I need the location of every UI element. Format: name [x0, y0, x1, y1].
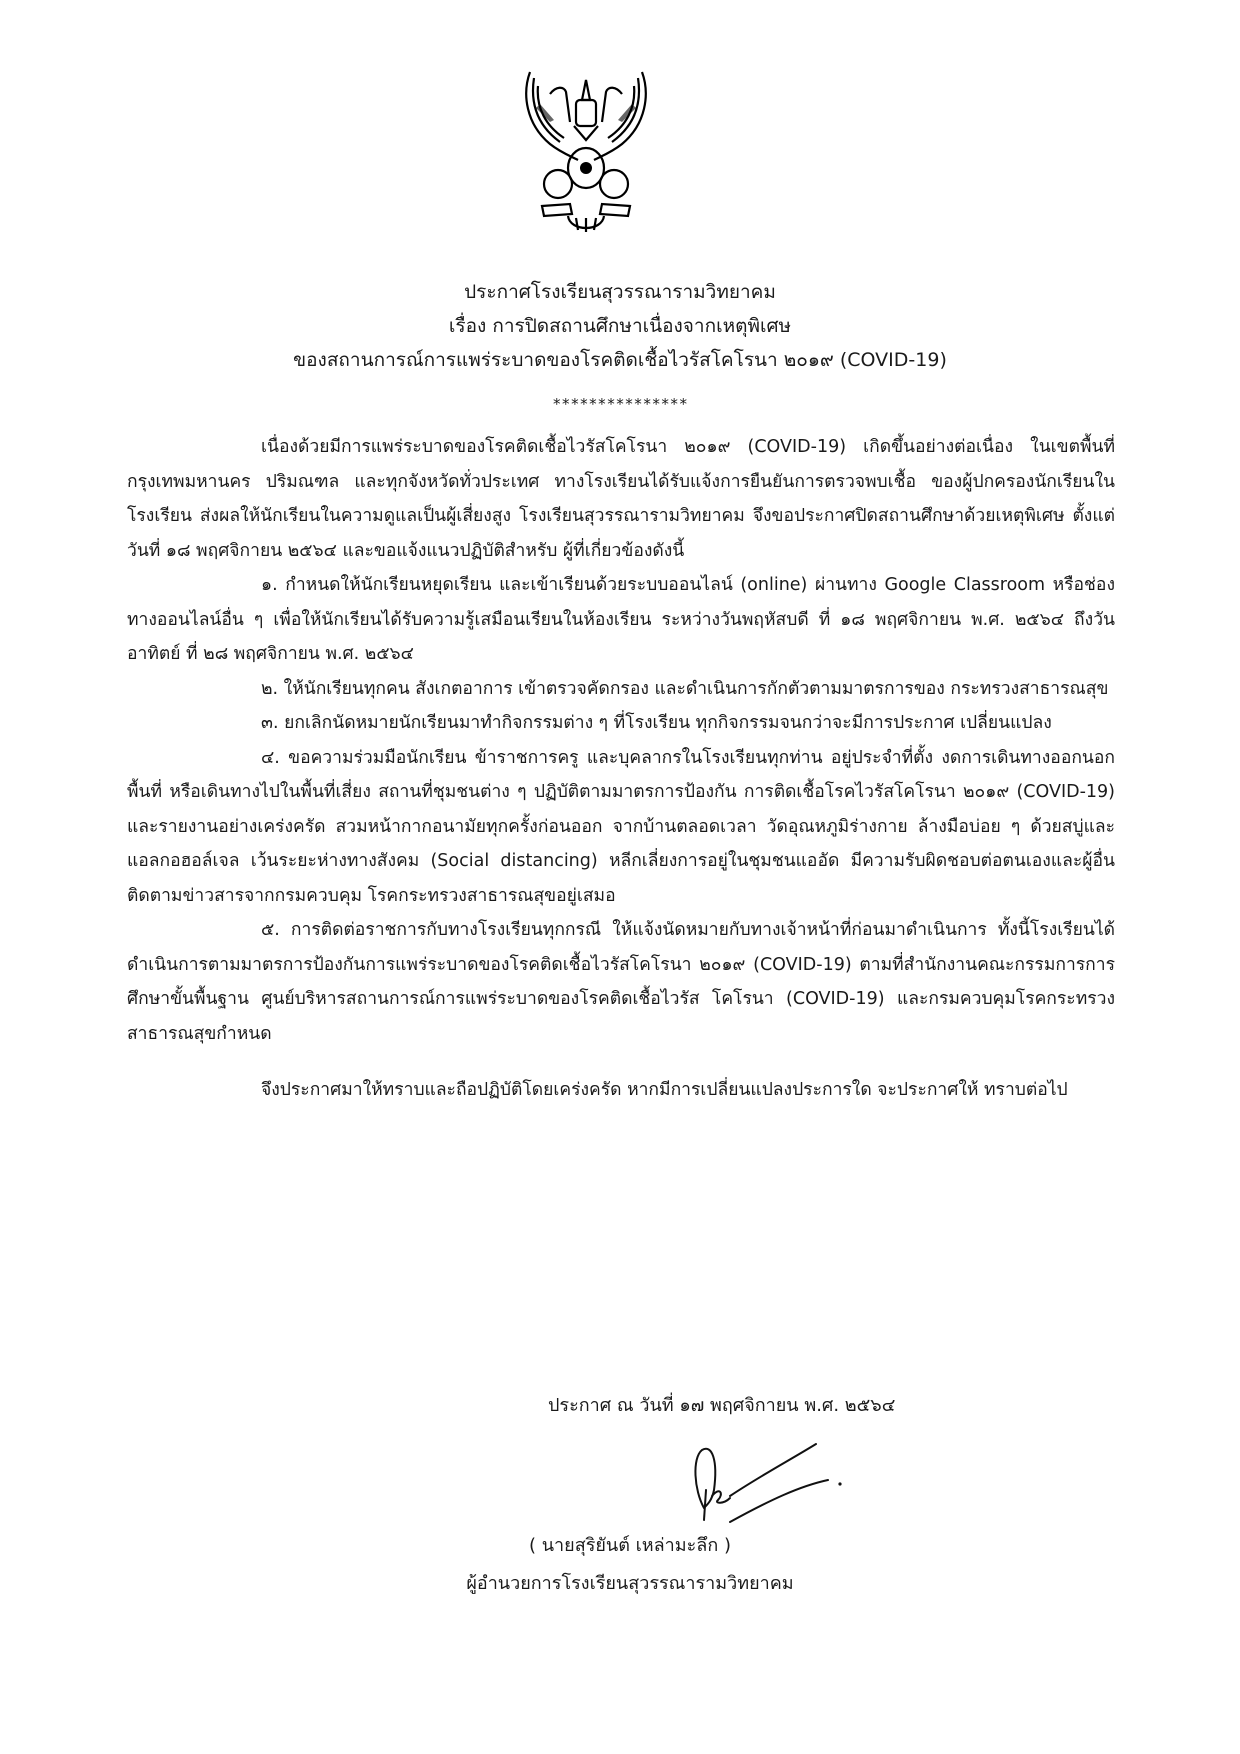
item-4: ๔. ขอความร่วมมือนักเรียน ข้าราชการครู และบุคลากรในโรงเรียนทุกท่าน อยู่ประจำที่ตั้ง งดการเดินทางออกนอกพื้นที่ หรือเดินทางไปในพื้นที่เสี่ยง สถานที่ชุมชนต่าง ๆ ปฏิบัติตามมาตรการป้องกัน การติดเชื้อโรคไวรัสโคโรนา ๒๐๑๙ (COVID-19) และรายงานอย่างเคร่งครัด สวมหน้ากากอนามัยทุกครั้งก่อนออก จากบ้านตลอดเวลา วัดอุณหภูมิร่างกาย ล้างมือบ่อย ๆ ด้วยสบู่และแอลกอฮอล์เจล เว้นระยะห่างทางสังคม (Social distancing) หลีกเลี่ยงการอยู่ในชุมชนแออัด มีความรับผิดชอบต่อตนเองและผู้อื่น ติดตามข่าวสารจากกรมควบคุม โรคกระทรวงสาธารณสุขอยู่เสมอ — [127, 747, 1115, 906]
handwritten-signature-icon — [690, 1430, 870, 1530]
item-3: ๓. ยกเลิกนัดหมายนักเรียนมาทำกิจกรรมต่าง ๆ ที่โรงเรียน ทุกกิจกรรมจนกว่าจะมีการประกาศ เปลี่ยนแปลง — [261, 713, 1052, 733]
separator-stars: *************** — [552, 395, 688, 413]
announcement-subject-continued: ของสถานการณ์การแพร่ระบาดของโรคติดเชื้อไวรัสโคโรนา ๒๐๑๙ (COVID-19) — [293, 349, 947, 371]
garuda-emblem-icon — [520, 64, 652, 234]
item-5: ๕. การติดต่อราชการกับทางโรงเรียนทุกกรณี ให้แจ้งนัดหมายกับทางเจ้าหน้าที่ก่อนมาดำเนินการ ทั้งนี้โรงเรียนได้ดำเนินการตามมาตรการป้องกันการแพร่ระบาดของโรคติดเชื้อไวรัสโคโรนา ๒๐๑๙ (COVID-19) ตามที่สำนักงานคณะกรรมการการศึกษาขั้นพื้นฐาน ศูนย์บริหารสถานการณ์การแพร่ระบาดของโรคติดเชื้อไวรัส โคโรนา (COVID-19) และกรมควบคุมโรคกระทรวงสาธารณสุขกำหนด — [127, 920, 1115, 1044]
item-2: ๒. ให้นักเรียนทุกคน สังเกตอาการ เข้าตรวจคัดกรอง และดำเนินการกักตัวตามมาตรการของ กระทรวงสาธารณสุข — [261, 678, 1109, 699]
announcement-header — [0, 275, 1240, 377]
signatory-title: ผู้อำนวยการโรงเรียนสุวรรณารามวิทยาคม — [466, 1573, 794, 1594]
intro-paragraph: เนื่องด้วยมีการแพร่ระบาดของโรคติดเชื้อไวรัสโคโรนา ๒๐๑๙ (COVID-19) เกิดขึ้นอย่างต่อเนื่อง ในเขตพื้นที่กรุงเทพมหานคร ปริมณฑล และทุกจังหวัดทั่วประเทศ ทางโรงเรียนได้รับแจ้งการยืนยันการตรวจพบเชื้อ ของผู้ปกครองนักเรียนในโรงเรียน ส่งผลให้นักเรียนในความดูแลเป็นผู้เสี่ยงสูง โรงเรียนสุวรรณารามวิทยาคม จึงขอประกาศปิดสถานศึกษาด้วยเหตุพิเศษ ตั้งแต่วันที่ ๑๘ พฤศจิกายน ๒๕๖๔ และขอแจ้งแนวปฏิบัติสำหรับ ผู้ที่เกี่ยวข้องดังนี้ — [127, 437, 1115, 561]
announcement-issuer: ประกาศโรงเรียนสุวรรณารามวิทยาคม — [464, 281, 776, 303]
announcement-date: ประกาศ ณ วันที่ ๑๗ พฤศจิกายน พ.ศ. ๒๕๖๔ — [548, 1395, 896, 1416]
item-1: ๑. กำหนดให้นักเรียนหยุดเรียน และเข้าเรียนด้วยระบบออนไลน์ (online) ผ่านทาง Google Classroom หรือช่องทางออนไลน์อื่น ๆ เพื่อให้นักเรียนได้รับความรู้เสมือนเรียนในห้องเรียน ระหว่างวันพฤหัสบดี ที่ ๑๘ พฤศจิกายน พ.ศ. ๒๕๖๔ ถึงวันอาทิตย์ ที่ ๒๘ พฤศจิกายน พ.ศ. ๒๕๖๔ — [127, 575, 1115, 664]
announcement-body — [127, 430, 1115, 1108]
closing-paragraph: จึงประกาศมาให้ทราบและถือปฏิบัติโดยเคร่งครัด หากมีการเปลี่ยนแปลงประการใด จะประกาศให้ ทราบต่อไป — [261, 1080, 1068, 1100]
signatory-name: ( นายสุริยันต์ เหล่ามะลึก ) — [529, 1535, 731, 1556]
announcement-subject: เรื่อง การปิดสถานศึกษาเนื่องจากเหตุพิเศษ — [448, 315, 792, 337]
